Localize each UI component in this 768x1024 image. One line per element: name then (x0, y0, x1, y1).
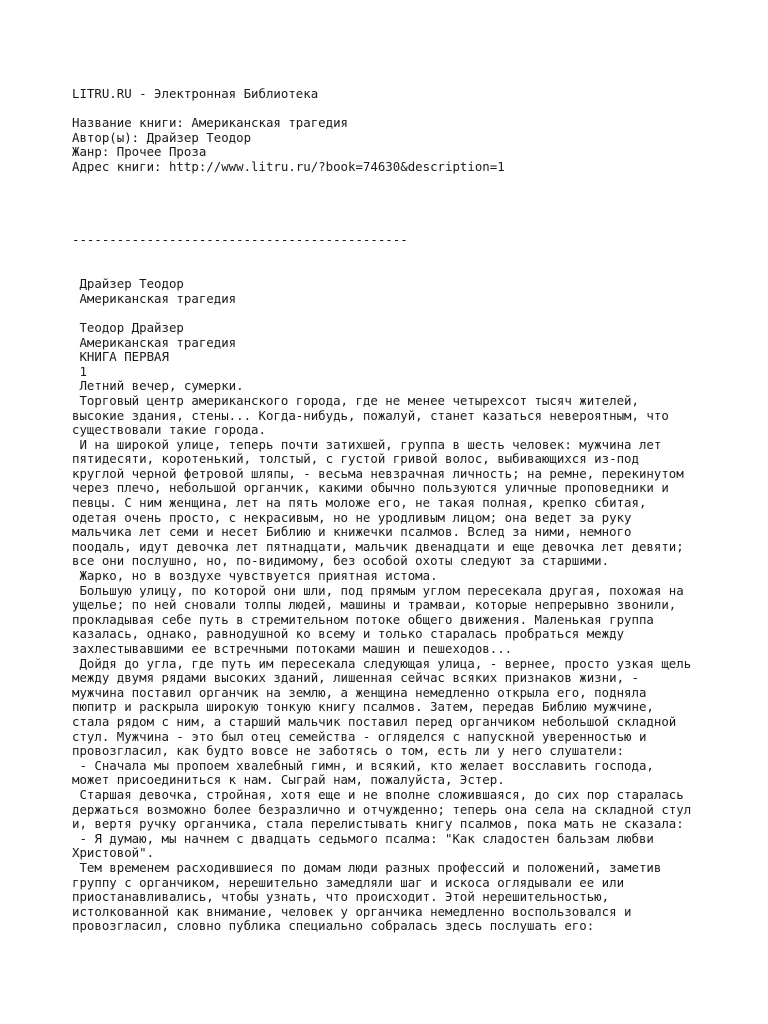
text-line: - Я думаю, мы начнем с двадцать седьмого псалма: "Как сладостен бальзам любви (72, 830, 654, 846)
text-line: и, вертя ручку органчика, стала перелистывать книгу псалмов, пока мать не сказала: (72, 816, 684, 832)
text-line: Торговый центр американского города, где не менее четырехсот тысяч жителей, (72, 392, 639, 408)
genre-line: Жанр: Прочее Проза (72, 144, 207, 160)
text-line: через плечо, небольшой органчик, какими обычно пользуются уличные проповедники и (72, 480, 669, 496)
author-heading: Драйзер Теодор (72, 276, 184, 292)
author-heading-2: Теодор Драйзер (72, 319, 184, 335)
divider: --------------------------------------------- (72, 231, 408, 247)
text-line: Христовой". (72, 845, 155, 861)
text-line: существовали такие города. (72, 422, 266, 438)
text-line: Летний вечер, сумерки. (72, 378, 244, 394)
text-line: прокладывая себе путь в стремительном потоке общего движения. Маленькая группа (72, 611, 654, 627)
text-line: истолкованной как внимание, человек у органчика немедленно воспользовался и (72, 903, 632, 919)
text-line: приостанавливались, чтобы узнать, что происходит. Этой нерешительностью, (72, 889, 610, 905)
text-line: стала рядом с ним, а старший мальчик поставил перед органчиком небольшой складной (72, 713, 677, 729)
text-line: высокие здания, стены... Когда-нибудь, пожалуй, станет казаться невероятным, что (72, 407, 669, 423)
text-line: мальчика лет семи и несет Библию и книжечки псалмов. Вслед за ними, немного (72, 524, 632, 540)
text-line: провозгласил, словно публика специально собралась здесь послушать его: (72, 918, 595, 934)
text-line: держаться возможно более безразлично и отчужденно; теперь она села на складной стул (72, 801, 692, 817)
book-title-line: Название книги: Американская трагедия (72, 115, 349, 131)
text-line: Жарко, но в воздухе чувствуется приятная истома. (72, 568, 438, 584)
spacer (72, 102, 712, 117)
text-line: И на широкой улице, теперь почти затихшей, группа в шесть человек: мужчина лет (72, 436, 662, 452)
text-line: Большую улицу, по которой они шли, под прямым углом пересекала другая, похожая на (72, 582, 684, 598)
text-line: пятидесяти, коротенький, толстый, с густой гривой волос, выбивающихся из-под (72, 451, 639, 467)
text-line: может присоединиться к нам. Сыграй нам, пожалуйста, Эстер. (72, 772, 505, 788)
book-part-label: КНИГА ПЕРВАЯ (72, 349, 169, 365)
text-line: группу с органчиком, нерешительно замедляли шаг и искоса оглядывали ее или (72, 874, 625, 890)
text-line: поодаль, идут девочка лет пятнадцати, мальчик двенадцати и еще девочка лет девяти; (72, 538, 684, 554)
document-page (72, 87, 712, 934)
text-line: провозгласил, как будто вовсе не заботясь о том, есть ли у него слушатели: (72, 743, 625, 759)
book-heading-2: Американская трагедия (72, 334, 237, 350)
text-line: певцы. С ним женщина, лет на пять моложе его, не такая полная, крепко сбитая, (72, 495, 647, 511)
text-line: Дойдя до угла, где путь им пересекала следующая улица, - вернее, просто узкая щель (72, 655, 692, 671)
spacer (72, 306, 712, 321)
text-line: мужчина поставил органчик на землю, а женщина немедленно открыла его, подняла (72, 684, 647, 700)
chapter-number: 1 (72, 363, 87, 379)
text-line: Старшая девочка, стройная, хотя еще и не вполне сложившаяся, до сих пор старалась (72, 786, 684, 802)
text-line: захлестывавшими ее встречными потоками машин и пешеходов... (72, 641, 513, 656)
spacer (72, 175, 712, 233)
text-line: пюпитр и раскрыла широкую тонкую книгу псалмов. Затем, передав Библию мужчине, (72, 699, 654, 715)
text-line: все они послушно, но, по-видимому, без особой охоты следуют за старшими. (72, 553, 610, 569)
text-line: ущелье; по ней сновали толпы людей, машины и трамваи, которые непрерывно звонили, (72, 597, 677, 613)
book-address-line: Адрес книги: http://www.litru.ru/?book=74630&description=1 (72, 158, 505, 174)
text-line: Тем временем расходившиеся по домам люди разных профессий и положений, заметив (72, 859, 662, 875)
text-line: - Сначала мы пропоем хвалебный гимн, и всякий, кто желает восславить господа, (72, 757, 654, 773)
author-line: Автор(ы): Драйзер Теодор (72, 129, 252, 145)
spacer (72, 247, 712, 277)
chapter-body (72, 379, 712, 934)
text-line: круглой черной фетровой шляпы, - весьма невзрачная личность; на ремне, перекинутом (72, 465, 684, 481)
text-line: между двумя рядами высоких зданий, лишенная сейчас всяких признаков жизни, - (72, 670, 639, 686)
text-line: стул. Мужчина - это был отец семейства - огляделся с напускной уверенностью и (72, 728, 647, 744)
site-title: LITRU.RU - Электронная Библиотека (72, 86, 319, 101)
text-line: казалась, однако, равнодушной ко всему и только старалась пробраться между (72, 626, 625, 642)
book-heading: Американская трагедия (72, 290, 237, 306)
text-line: одетая очень просто, с некрасивым, но не уродливым лицом; она ведет за руку (72, 509, 632, 525)
